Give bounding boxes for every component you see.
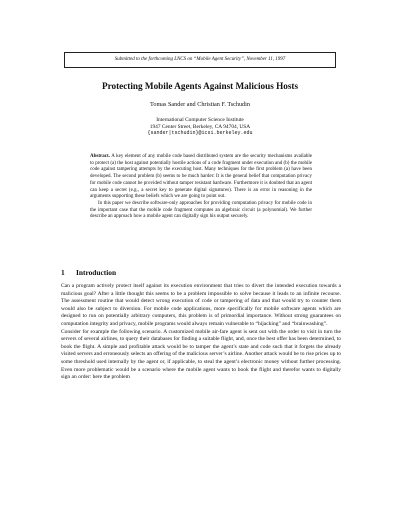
affiliation-block: [40, 117, 360, 137]
section-number: 1: [61, 268, 65, 277]
abstract-text-1: A key element of any mobile code based distributed system are the security mechanisms available to protect (a) the host against potentially hostile actions of a code fragment under execution and (b) the mobile code against tampering attempts by the executing host. Many techniques for the first problem (a) have been developed. The second problem (b) seems to be much harder: It is the general belief that computation privacy for mobile code cannot be provided without tamper resistant hardware. Furthermore it is doubted that an agent can keep a secret (e.g., a secret key to generate digital signatures). There is an error in reasoning in the arguments supporting these beliefs which we are going to point out.: [90, 154, 312, 200]
affiliation-institute: International Computer Science Institute: [156, 117, 244, 123]
section-title: Introduction: [76, 268, 117, 277]
paper-title: Protecting Mobile Agents Against Malicious Hosts: [101, 81, 299, 91]
affiliation-email: {sander|tschudin}@icsi.berkeley.edu: [147, 130, 253, 136]
intro-paragraph-2: Consider for example the following scenario. A customized mobile air-fare agent is sent out with the order to visit in turn the servers of several airlines, to query their databases for finding a suitable flight, and, once the best offer has been determined, to book the flight. A simple and profitable attack would be to tamper the agent’s state and code such that it forgets the already visited servers and erroneously selects an offering of the malicious server’s airline. Another attack would be to rise prices up to some threshold used internally by the agent or, if applicable, to steal the agent’s electronic money without further processing. Even more problematic would be a scenario where the mobile agent wants to book the flight and therefor wants to digitally sign an order: here the problem: [61, 328, 341, 381]
introduction-body: [61, 283, 341, 382]
section-heading: [61, 268, 341, 277]
affiliation-address: 1947 Center Street, Berkeley, CA 94704, USA: [149, 123, 251, 130]
abstract-paragraph-1: [90, 154, 312, 201]
submission-banner: Submitted to the forthcoming LNCS on “Mobile Agent Security”, November 11, 1997: [64, 52, 336, 68]
intro-paragraph-1: Can a program actively protect itself against its execution environment that tries to divert the intended execution towards a malicious goal? After a little thought this seems to be a problem impossible to solve because it leads to an infinite recourse. The assessment routine that would detect wrong execution of code or tampering of data and that would try to counter them would also be subject to diversion. For mobile code applications, more specifically for mobile software agents which are designed to run on potentially arbitrary computers, this problem is of primordial importance. Without strong guarantees on computation integrity and privacy, mobile programs would always remain vulnerable to “hijacking” and “brainwashing”.: [61, 283, 341, 327]
abstract-label: Abstract.: [90, 154, 110, 159]
author-line: Tomas Sander and Christian F. Tschudin: [150, 101, 250, 108]
abstract: [90, 154, 312, 221]
abstract-paragraph-2: In this paper we describe software-only approaches for providing computation privacy for mobile code in the important case that the mobile code fragment computes an algebraic circuit (a polynomial). We further describe an approach how a mobile agent can digitally sign his output securely.: [90, 200, 312, 220]
